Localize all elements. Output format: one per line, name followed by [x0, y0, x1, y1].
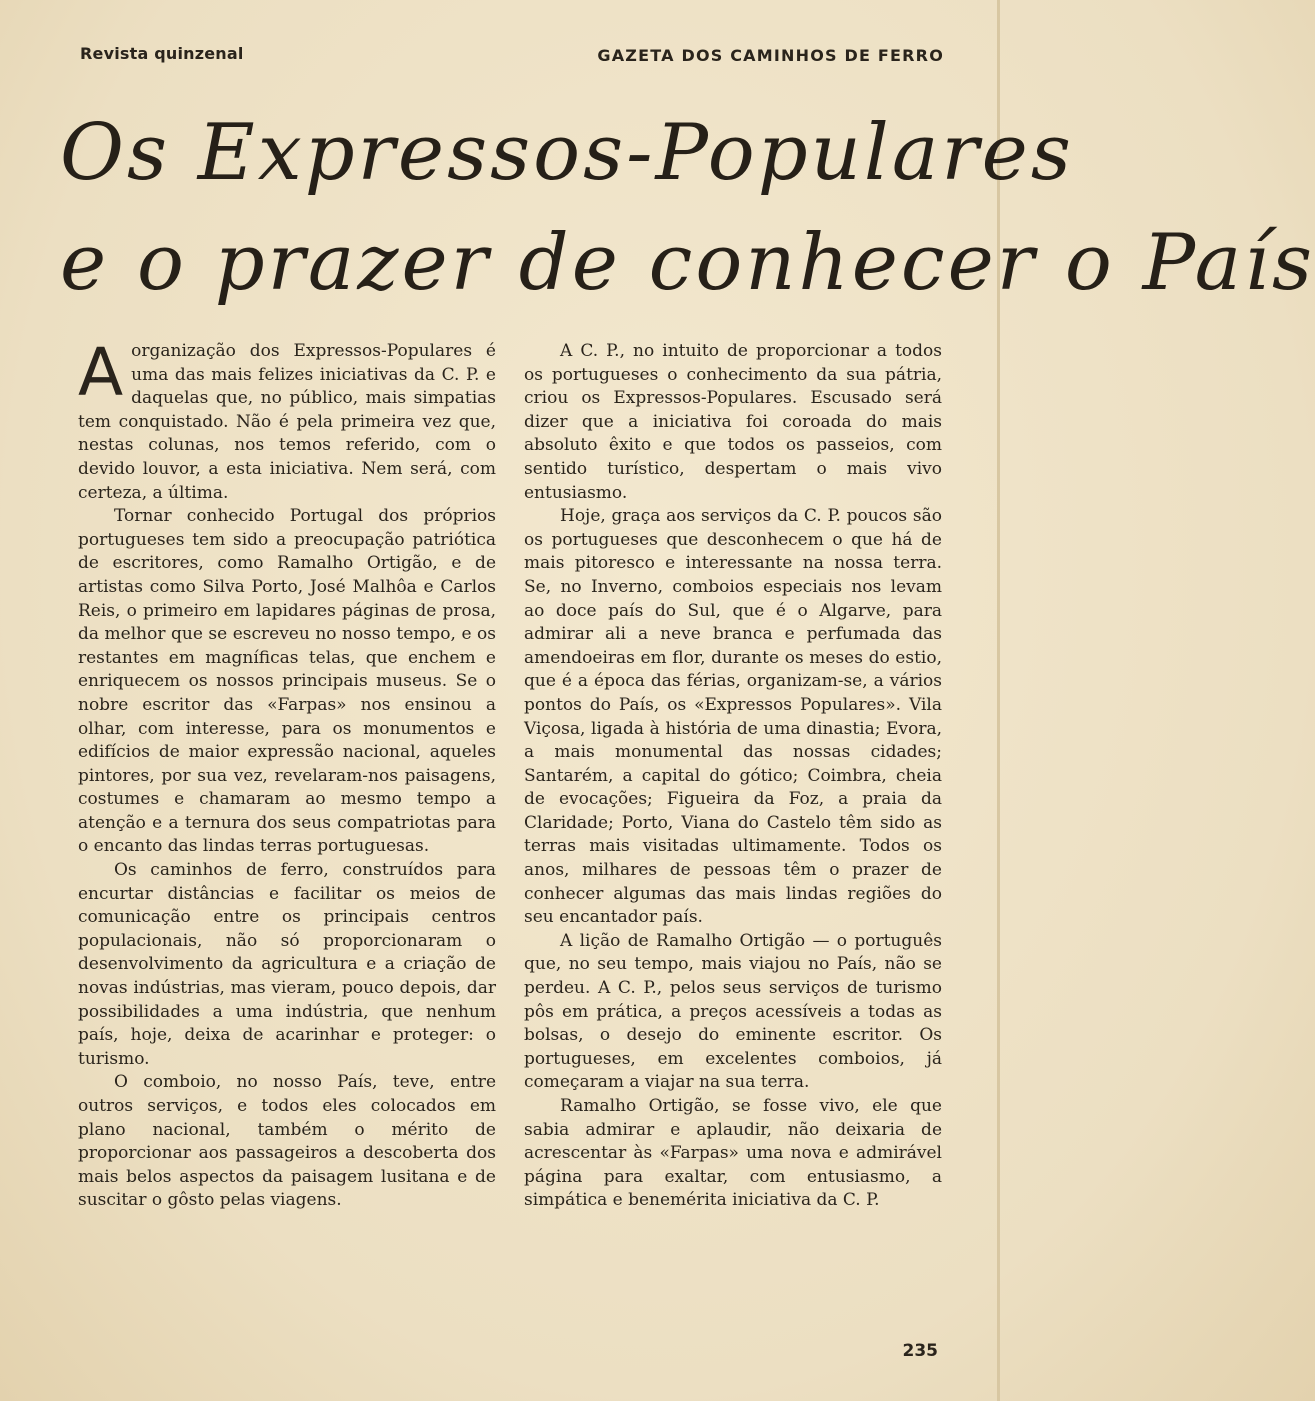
paragraph: Os caminhos de ferro, construídos para encurtar distâncias e facilitar os meios de comunicação entre os principais centros populacionais, não só proporcionaram o desenvolvimento da agricultura e a criação de novas indústrias, mas vieram, pouco depois, dar possibilidades a uma indústria, que nenhum país, hoje, deixa de acarinhar e proteger: o turismo. — [78, 860, 496, 1069]
running-header-left: Revista quinzenal — [80, 44, 244, 63]
running-header-right: GAZETA DOS CAMINHOS DE FERRO — [597, 46, 944, 65]
paragraph: A lição de Ramalho Ortigão — o português que, no seu tempo, mais viajou no País, não se perdeu. A C. P., pelos seus serviços de turismo pôs em prática, a preços acessíveis a todas as bolsas, o desejo do eminente escritor. Os portugueses, em excelentes comboios, já começaram a viajar na sua terra. — [524, 930, 942, 1093]
article-title-line-2: e o prazer de conhecer o País — [60, 218, 1315, 308]
drop-cap: A — [78, 334, 124, 411]
paragraph-text: organização dos Expressos-Populares é uma das mais felizes iniciativas da C. P. e daquelas que, no público, mais simpatias tem conquistado. Não é pela primeira vez que, nestas colunas, nos temos referido, com o devido louvor, a esta iniciativa. Nem será, com certeza, a última. — [78, 341, 496, 503]
paragraph: Ramalho Ortigão, se fosse vivo, ele que sabia admirar e aplaudir, não deixaria de acrescentar às «Farpas» uma nova e admirável página para exaltar, com entusiasmo, a simpática e benemérita iniciativa da C. P. — [524, 1096, 942, 1211]
article-column-right — [524, 340, 942, 1213]
paragraph: A C. P., no intuito de proporcionar a todos os portugueses o conhecimento da sua pátria, criou os Expressos-Populares. Escusado será dizer que a iniciativa foi coroada do mais absoluto êxito e que todos os passeios, com sentido turístico, despertam o mais vivo entusiasmo. — [524, 341, 942, 503]
paragraph: Tornar conhecido Portugal dos próprios portugueses tem sido a preocupação patriótica de escritores, como Ramalho Ortigão, e de artistas como Silva Porto, José Malhôa e Carlos Reis, o primeiro em lapidares páginas de prosa, da melhor que se escreveu no nosso tempo, e os restantes em magníficas telas, que enchem e enriquecem os nossos principais museus. Se o nobre escritor das «Farpas» nos ensinou a olhar, com interesse, para os monumentos e edifícios de maior expressão nacional, aqueles pintores, por sua vez, revelaram-nos paisagens, costumes e chamaram ao mesmo tempo a atenção e a ternura dos seus compatriotas para o encanto das lindas terras portuguesas. — [78, 506, 496, 857]
paragraph: O comboio, no nosso País, teve, entre outros serviços, e todos eles colocados em plano nacional, também o mérito de proporcionar aos passageiros a descoberta dos mais belos aspectos da paisagem lusitana e de suscitar o gôsto pelas viagens. — [78, 1072, 496, 1211]
article-title-line-1: Os Expressos-Populares — [60, 108, 1074, 198]
article-column-left — [78, 334, 496, 1213]
page-number: 235 — [902, 1341, 938, 1361]
paragraph — [78, 334, 496, 505]
paragraph: Hoje, graça aos serviços da C. P. poucos são os portugueses que desconhecem o que há de mais pitoresco e interessante na nossa terra. Se, no Inverno, comboios especiais nos levam ao doce país do Sul, que é o Algarve, para admirar ali a neve branca e perfumada das amendoeiras em flor, durante os meses do estio, que é a época das férias, organizam-se, a vários pontos do País, os «Expressos Populares». Vila Viçosa, ligada à história de uma dinastia; Evora, a mais monumental das nossas cidades; Santarém, a capital do gótico; Coimbra, cheia de evocações; Figueira da Foz, a praia da Claridade; Porto, Viana do Castelo têm sido as terras mais visitadas ultimamente. Todos os anos, milhares de pessoas têm o prazer de conhecer algumas das mais lindas regiões do seu encantador país. — [524, 506, 942, 928]
